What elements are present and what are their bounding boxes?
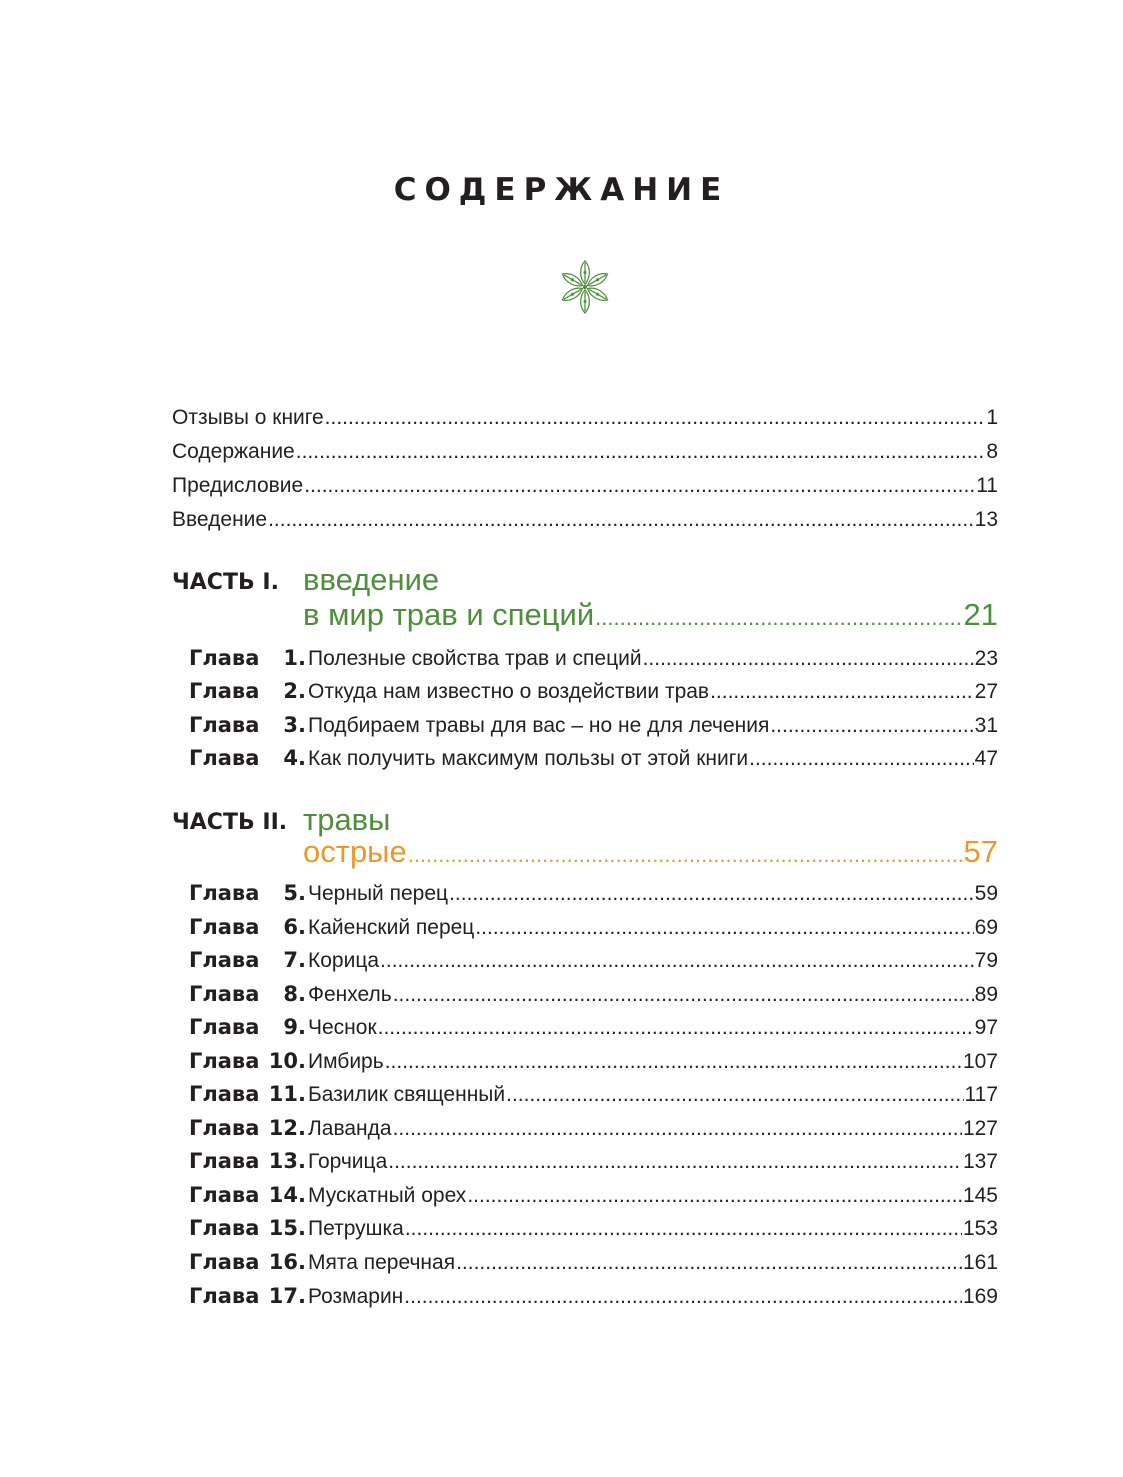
dot-leader bbox=[378, 1016, 974, 1040]
toc-entry-title: Введение bbox=[172, 508, 268, 531]
chapter-number: 4. bbox=[283, 746, 306, 770]
chapter-number: 9. bbox=[283, 1015, 306, 1039]
chapter-number: 15. bbox=[268, 1216, 306, 1240]
dot-leader bbox=[749, 747, 974, 771]
chapter-entry[interactable] bbox=[189, 746, 998, 771]
chapter-entry[interactable] bbox=[189, 1183, 998, 1208]
chapter-page: 137 bbox=[962, 1150, 998, 1173]
chapter-entry[interactable] bbox=[189, 1216, 998, 1241]
chapter-number: 8. bbox=[283, 982, 306, 1006]
toc-entry-page: 13 bbox=[974, 508, 998, 531]
chapter-word: Глава bbox=[189, 646, 260, 670]
chapter-word: Глава bbox=[189, 915, 260, 939]
chapter-page: 161 bbox=[962, 1251, 998, 1274]
chapter-word: Глава bbox=[189, 1216, 260, 1240]
chapter-title: Мята перечная bbox=[308, 1251, 456, 1274]
chapter-number: 6. bbox=[283, 915, 306, 939]
part-title-line1: введение bbox=[303, 562, 440, 597]
chapter-title: Мускатный орех bbox=[308, 1184, 467, 1207]
chapter-entry[interactable] bbox=[189, 1082, 998, 1107]
part-title-line2: в мир трав и специй bbox=[303, 597, 595, 632]
chapter-page: 89 bbox=[974, 983, 998, 1006]
chapter-number: 16. bbox=[268, 1250, 306, 1274]
chapter-word: Глава bbox=[189, 1015, 260, 1039]
chapter-title: Подбираем травы для вас – но не для лечения bbox=[308, 714, 770, 737]
dot-leader bbox=[385, 1050, 962, 1074]
toc-entry[interactable] bbox=[172, 474, 998, 498]
chapter-page: 153 bbox=[962, 1217, 998, 1240]
toc-entry[interactable] bbox=[172, 440, 998, 464]
chapter-word: Глава bbox=[189, 1082, 260, 1106]
part-page: 21 bbox=[963, 597, 998, 632]
chapter-number: 11. bbox=[268, 1082, 306, 1106]
chapter-title: Корица bbox=[308, 949, 380, 972]
chapter-title: Кайенский перец bbox=[308, 916, 475, 939]
chapter-word: Глава bbox=[189, 1250, 260, 1274]
chapter-word: Глава bbox=[189, 746, 260, 770]
dot-leader bbox=[506, 1083, 963, 1107]
dot-leader bbox=[388, 1150, 962, 1174]
toc-entry-page: 11 bbox=[976, 474, 998, 497]
part-title-line1: травы bbox=[303, 802, 391, 837]
chapter-title: Откуда нам известно о воздействии трав bbox=[308, 680, 710, 703]
chapter-number: 12. bbox=[268, 1116, 306, 1140]
chapter-number: 7. bbox=[283, 948, 306, 972]
dot-leader bbox=[268, 508, 974, 532]
chapter-title: Базилик священный bbox=[308, 1083, 506, 1106]
part-title-entry[interactable] bbox=[303, 834, 998, 870]
dot-leader bbox=[393, 1117, 962, 1141]
dot-leader bbox=[449, 882, 974, 906]
chapter-word: Глава bbox=[189, 1284, 260, 1308]
dot-leader bbox=[770, 714, 973, 738]
part-label: ЧАСТЬ II. bbox=[172, 810, 288, 835]
chapter-word: Глава bbox=[189, 881, 260, 905]
chapter-number: 2. bbox=[283, 679, 306, 703]
toc-entry-page: 8 bbox=[986, 440, 998, 463]
chapter-page: 59 bbox=[974, 882, 998, 905]
chapter-entry[interactable] bbox=[189, 1149, 998, 1174]
dot-leader bbox=[296, 440, 986, 464]
part-title-line2: острые bbox=[303, 834, 407, 869]
chapter-page: 107 bbox=[962, 1050, 998, 1073]
chapter-number: 13. bbox=[268, 1149, 306, 1173]
chapter-word: Глава bbox=[189, 982, 260, 1006]
part-label: ЧАСТЬ I. bbox=[172, 570, 279, 595]
chapter-entry[interactable] bbox=[189, 679, 998, 704]
dot-leader bbox=[475, 916, 973, 940]
dot-leader bbox=[408, 842, 963, 868]
toc-entry-title: Предисловие bbox=[172, 474, 304, 497]
chapter-number: 14. bbox=[268, 1183, 306, 1207]
dot-leader bbox=[393, 983, 974, 1007]
chapter-entry[interactable] bbox=[189, 915, 998, 940]
dot-leader bbox=[405, 1217, 962, 1241]
chapter-entry[interactable] bbox=[189, 881, 998, 906]
dot-leader bbox=[456, 1251, 962, 1275]
part-page: 57 bbox=[963, 834, 998, 869]
chapter-word: Глава bbox=[189, 948, 260, 972]
page-title: СОДЕРЖАНИЕ bbox=[393, 172, 730, 208]
dot-leader bbox=[710, 680, 974, 704]
chapter-page: 27 bbox=[974, 680, 998, 703]
toc-entry[interactable] bbox=[172, 508, 998, 532]
chapter-title: Чеснок bbox=[308, 1016, 377, 1039]
leaf-flower-ornament-icon bbox=[556, 258, 614, 316]
chapter-number: 10. bbox=[268, 1049, 306, 1073]
chapter-page: 127 bbox=[962, 1117, 998, 1140]
chapter-title: Полезные свойства трав и специй bbox=[308, 647, 642, 670]
chapter-page: 145 bbox=[962, 1184, 998, 1207]
chapter-number: 17. bbox=[268, 1284, 306, 1308]
chapter-word: Глава bbox=[189, 713, 260, 737]
chapter-entry[interactable] bbox=[189, 1284, 998, 1309]
chapter-entry[interactable] bbox=[189, 1250, 998, 1275]
chapter-page: 31 bbox=[974, 714, 998, 737]
dot-leader bbox=[467, 1184, 962, 1208]
chapter-title: Лаванда bbox=[308, 1117, 392, 1140]
dot-leader bbox=[304, 474, 975, 498]
chapter-title: Розмарин bbox=[308, 1285, 404, 1308]
chapter-word: Глава bbox=[189, 1049, 260, 1073]
dot-leader bbox=[404, 1285, 962, 1309]
chapter-title: Фенхель bbox=[308, 983, 392, 1006]
chapter-word: Глава bbox=[189, 1116, 260, 1140]
dot-leader bbox=[325, 406, 986, 430]
toc-entry-title: Содержание bbox=[172, 440, 295, 463]
chapter-word: Глава bbox=[189, 679, 260, 703]
dot-leader bbox=[380, 949, 974, 973]
chapter-entry[interactable] bbox=[189, 948, 998, 973]
chapter-entry[interactable] bbox=[189, 713, 998, 738]
chapter-entry[interactable] bbox=[189, 1049, 998, 1074]
chapter-page: 117 bbox=[964, 1083, 998, 1106]
dot-leader bbox=[595, 605, 962, 631]
chapter-title: Черный перец bbox=[308, 882, 449, 905]
chapter-entry[interactable] bbox=[189, 1116, 998, 1141]
chapter-number: 1. bbox=[283, 646, 306, 670]
chapter-title: Петрушка bbox=[308, 1217, 404, 1240]
chapter-title: Как получить максимум пользы от этой книги bbox=[308, 747, 749, 770]
dot-leader bbox=[643, 647, 974, 671]
chapter-word: Глава bbox=[189, 1149, 260, 1173]
chapter-title: Горчица bbox=[308, 1150, 388, 1173]
chapter-entry[interactable] bbox=[189, 646, 998, 671]
toc-entry-page: 1 bbox=[986, 406, 998, 429]
chapter-number: 5. bbox=[283, 881, 306, 905]
chapter-page: 97 bbox=[974, 1016, 998, 1039]
chapter-entry[interactable] bbox=[189, 982, 998, 1007]
chapter-page: 69 bbox=[974, 916, 998, 939]
chapter-number: 3. bbox=[283, 713, 306, 737]
toc-entry[interactable] bbox=[172, 406, 998, 430]
toc-entry-title: Отзывы о книге bbox=[172, 406, 324, 429]
chapter-title: Имбирь bbox=[308, 1050, 384, 1073]
chapter-page: 79 bbox=[974, 949, 998, 972]
part-title-entry[interactable] bbox=[303, 597, 998, 633]
chapter-page: 169 bbox=[962, 1285, 998, 1308]
chapter-page: 23 bbox=[974, 647, 998, 670]
chapter-word: Глава bbox=[189, 1183, 260, 1207]
chapter-page: 47 bbox=[974, 747, 998, 770]
chapter-entry[interactable] bbox=[189, 1015, 998, 1040]
